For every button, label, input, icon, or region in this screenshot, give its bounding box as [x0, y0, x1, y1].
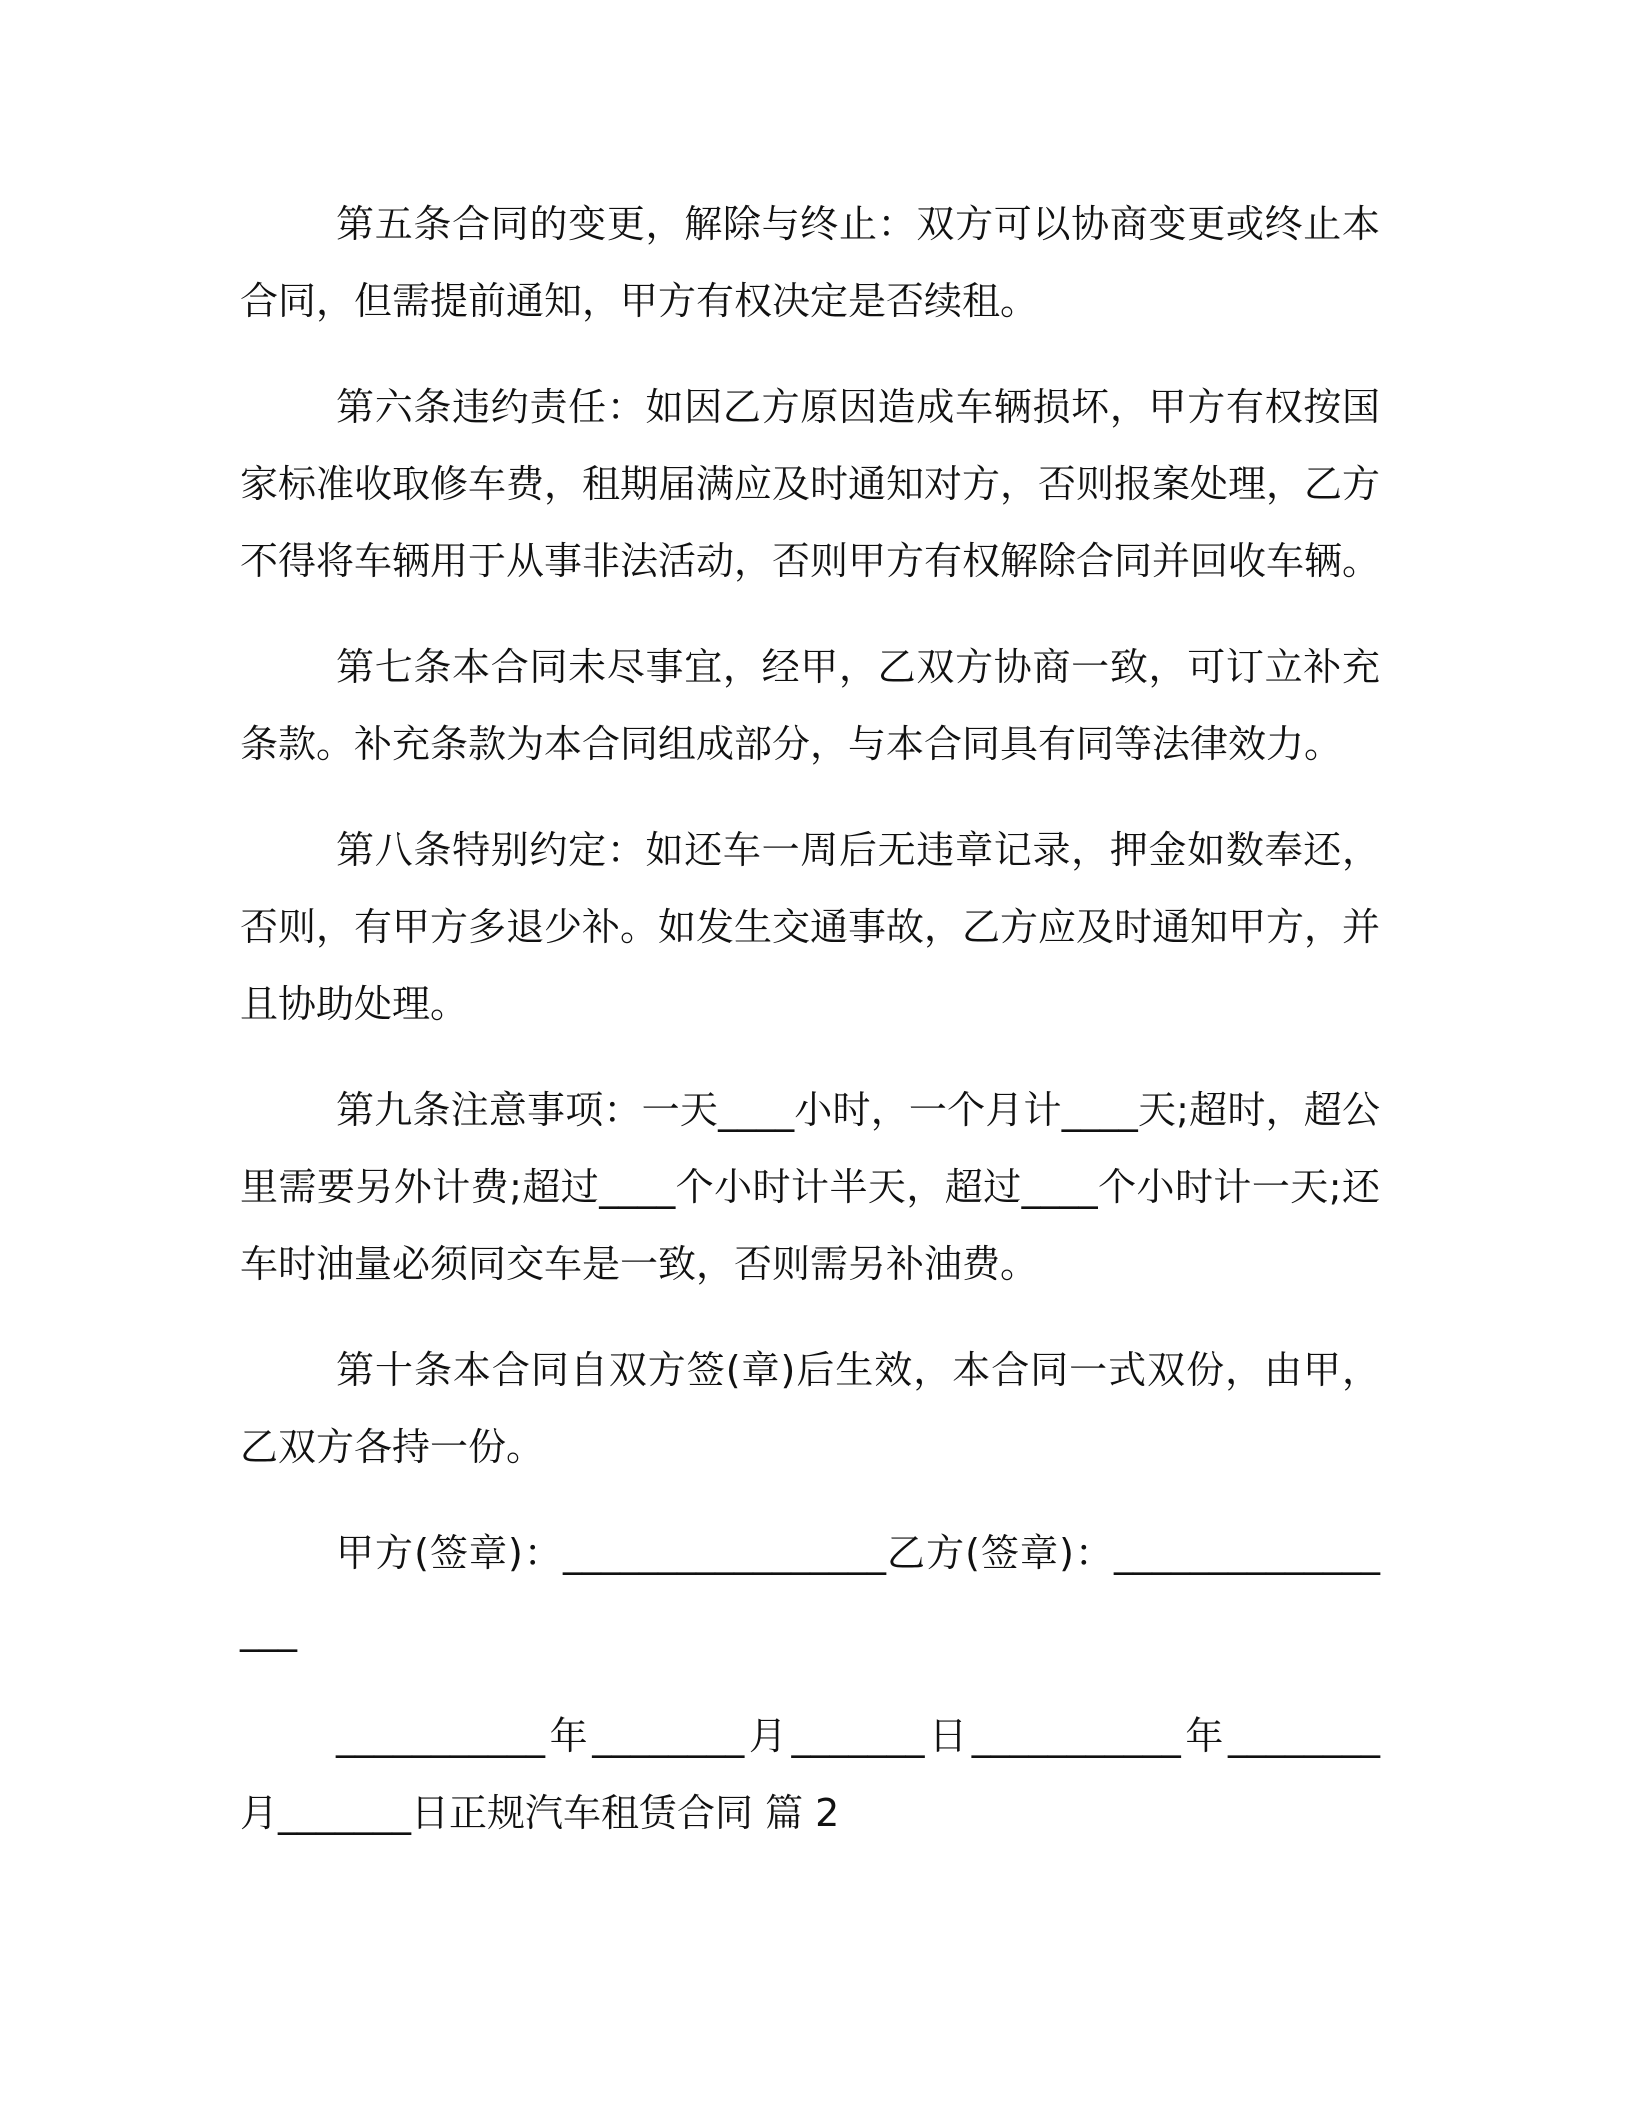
clause-6-paragraph: 第六条违约责任：如因乙方原因造成车辆损坏，甲方有权按国家标准收取修车费，租期届满应及时通知对方，否则报案处理，乙方不得将车辆用于从事非法活动，否则甲方有权解除合同并回收车辆。 — [240, 385, 1381, 583]
clause-5-paragraph: 第五条合同的变更，解除与终止：双方可以协商变更或终止本合同，但需提前通知，甲方有权决定是否续租。 — [240, 202, 1380, 323]
clause-8-paragraph: 第八条特别约定：如还车一周后无违章记录，押金如数奉还，否则，有甲方多退少补。如发生交通事故，乙方应及时通知甲方，并且协助处理。 — [240, 828, 1381, 1026]
date-line-and-next-heading: ___________年________月_______日___________年________月_______日正规汽车租赁合同 篇 2 — [240, 1714, 1380, 1835]
document-page — [240, 186, 1380, 1881]
clause-7-paragraph: 第七条本合同未尽事宜，经甲，乙双方协商一致，可订立补充条款。补充条款为本合同组成部分，与本合同具有同等法律效力。 — [240, 645, 1380, 766]
clause-10-paragraph: 第十条本合同自双方签(章)后生效，本合同一式双份，由甲，乙双方各持一份。 — [240, 1348, 1380, 1469]
signature-line: 甲方(签章)：_________________乙方(签章)：_________________ — [240, 1531, 1380, 1652]
clause-9-paragraph: 第九条注意事项：一天____小时，一个月计____天;超时，超公里需要另外计费;超过____个小时计半天，超过____个小时计一天;还车时油量必须同交车是一致，否则需另补油费。 — [240, 1088, 1380, 1286]
